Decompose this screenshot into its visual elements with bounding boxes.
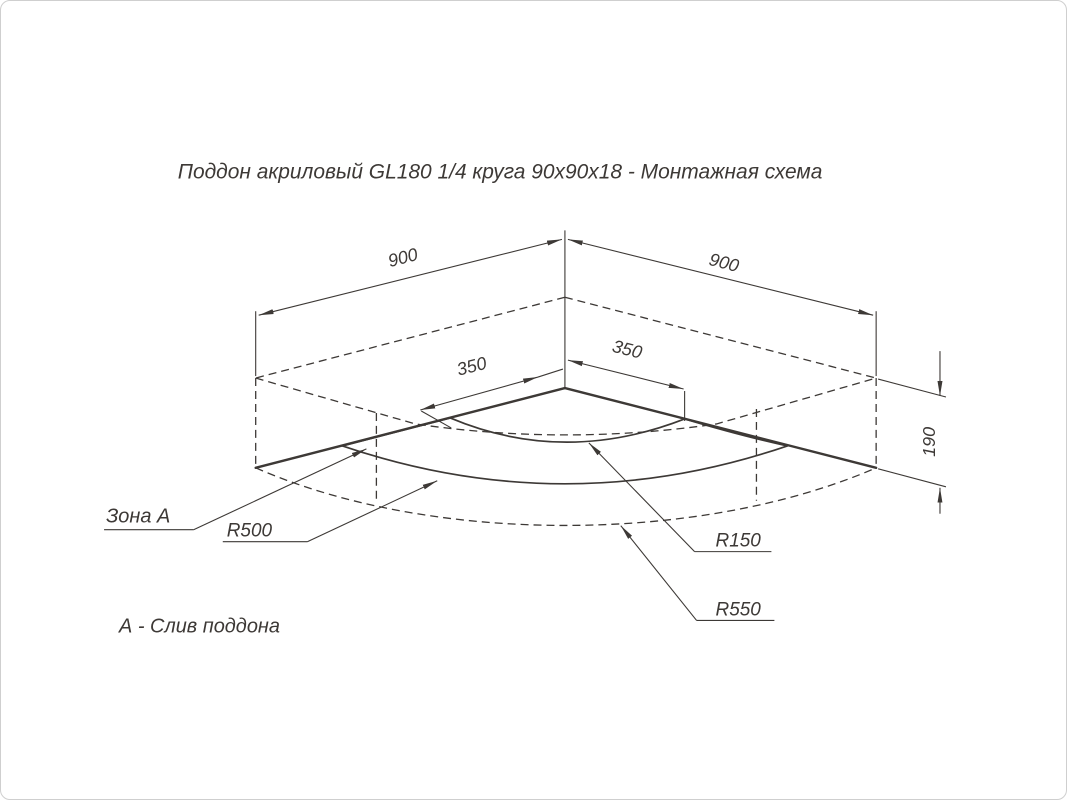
montage-scheme-drawing (1, 1, 1066, 799)
dim-height-value: 190 (918, 426, 939, 457)
tray-edges (256, 388, 876, 468)
label-r150: R150 (715, 530, 761, 552)
label-r550: R550 (715, 599, 761, 621)
dim-width-left-value: 900 (385, 244, 420, 271)
dimension-offset-left (420, 353, 538, 410)
dim-width-right-value: 900 (707, 249, 742, 276)
note-drain: А - Слив поддона (119, 615, 280, 638)
dimension-height (919, 351, 940, 514)
label-r500: R500 (226, 520, 273, 542)
drawing-title: Поддон акриловый GL180 1/4 круга 90х90х18 - Монтажная схема (177, 160, 823, 184)
extension-lines (256, 230, 946, 486)
dimension-offset-right (568, 336, 684, 389)
dim-offset-right-value: 350 (610, 335, 645, 363)
leader-zone-a (104, 449, 366, 530)
dimension-width-left (259, 239, 562, 315)
dim-offset-left-value: 350 (454, 352, 489, 380)
installation-box-outline (256, 297, 876, 525)
dimension-width-right (568, 239, 873, 315)
hidden-top-rim-arc (256, 378, 876, 435)
label-zone-a: Зона А (106, 505, 171, 528)
floor-arc-r550 (256, 468, 876, 526)
